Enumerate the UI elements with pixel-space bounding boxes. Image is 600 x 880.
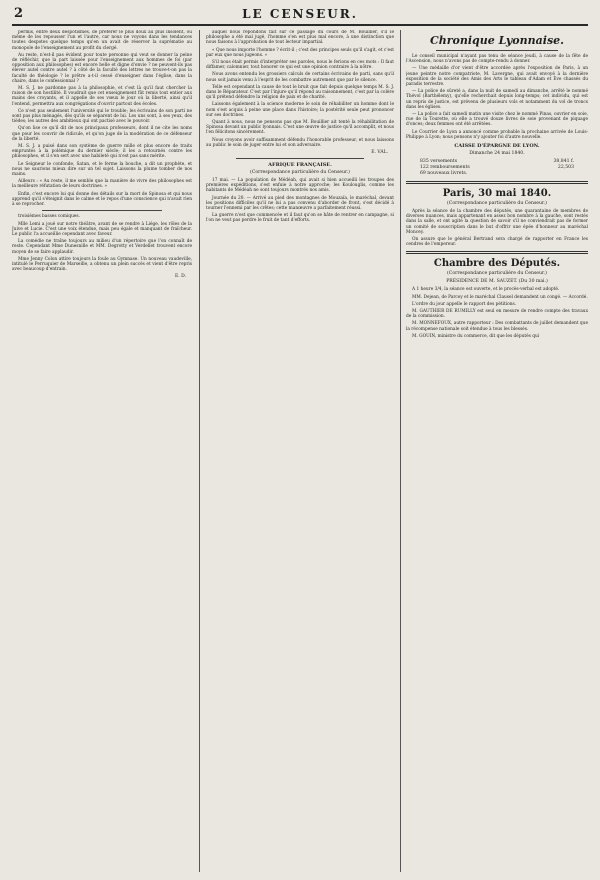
paragraph: A 1 heure 3/4, la séance est ouverte, et le procès-verbal est adopté. [412, 287, 560, 293]
paragraph: Le conseil municipal n'ayant pas tenu de séance jeudi, à cause de la fête de l'Ascension, nous n'avons pas de compte-rendu à donner. [406, 54, 588, 65]
column-left [12, 30, 192, 874]
section-divider [436, 50, 558, 51]
paragraph: troisièmes basses comiques. [18, 214, 80, 220]
paragraph: S'il nous était permis d'interpréter ses paroles, nous le ferions en ces mots : Il faut diffamer, calomnier, tout honorer ce qui est une opinion contraire à la nôtre. [206, 60, 394, 71]
section-divider [236, 158, 364, 159]
paragraph: L'ordre du jour appelle le rapport des pétitions. [412, 301, 517, 307]
section-subheading: (Correspondance particulière du Censeur.) [447, 201, 547, 207]
paragraph: Enfin, c'est encore lui qui donne des détails sur la mort de Spinosa et qui nous apprend qu'il s'éteignit dans le calme et le repos d'une conscience qui n'avait rien à se reprocher. [12, 191, 192, 208]
paragraph: La guerre n'est que commencée et il faut qu'on se hâte de rentrer en campagne, si l'on ne veut pas perdre le fruit de tant d'efforts. [206, 213, 394, 224]
paragraph: Après la séance de la chambre des députés, une quarantaine de membres de diverses nuances, mais appartenant en assez bon nombre à la gauche, sont restés dans la salle, et ont agité la question de savoir s'il ne conviendrait pas de former un comité de souscription dans le but d'offrir une épée d'honneur au maréchal Moncey. [406, 209, 588, 235]
section-divider [406, 181, 588, 184]
paragraph: auquel nous répondons fait sur ce passage du cours de M. Bouillier, s'il le philosophe a été mal jugé, l'homme s'en est plus mal encore, à une distinction que nous faisons à l'approbation de tout lecteur impartial. [206, 30, 394, 46]
paragraph: Mme Jenny Colon attire toujours la foule au Gymnase. Un nouveau vaudeville, intitulé le Perruquier de Marseille, a obtenu un plein succès et vient d'être repris avec beaucoup d'entrain. [12, 256, 192, 273]
paragraph: Laissons également à la science moderne le soin de réhabiliter un homme dont le nom s'est acquis à peine une place dans l'histoire; la postérité seule peut prononcer sur ses doctrines. [206, 102, 394, 118]
paragraph: M. S. J. a puisé dans son système de guerre mille et plus encore de traits empruntés à la polémique du dernier siècle; il les a retournés contre les philosophes, et il s'en sert avec une habileté qui n'est pas sans mérite. [12, 144, 192, 160]
section-divider [406, 251, 588, 254]
paragraph: Quant à nous, nous ne pensons pas que M. Bouillier ait tenté la réhabilitation de Spinosa devant un public lyonnais. C'est une œuvre de justice qu'il accomplit, et nous l'en félicitons sincèrement. [206, 120, 394, 136]
paragraph: MM. Dejean, de Parcey et le maréchal Clausel demandent un congé. — Accordé. [412, 294, 588, 300]
paragraph: Mlle Lemi a joué sur notre théâtre, avant de se rendre à Liége, les rôles de la Juive et Lucie. C'est une voix étendue, mais peu égale et manquant de fraîcheur. Le public l'a accueillie cependant avec faveur. [12, 221, 192, 237]
section-heading-chronique: Chronique Lyonnaise. [430, 34, 564, 47]
paragraph: M. GAUTHIER DE RUMILLY est seul en mesure de rendre compte des travaux de la commission. [406, 309, 588, 320]
column-middle [206, 30, 394, 874]
paragraph: On assure que le général Bertrand sera chargé de rapporter en France les cendres de l'empereur. [406, 237, 588, 248]
signature: E. D. [174, 274, 186, 280]
paragraph: — La police de sûreté a, dans la nuit de samedi au dimanche, arrêté le nommé Thévol (Barthélemy), qu'elle recherchait depuis long-temps; cet individu, qui est un repris de justice, est prévenu de plusieurs vols et notamment du vol de troncs dans les églises. [406, 89, 588, 110]
paragraph: permis, entre deux despotismes, de préférer le plus doux au plus insolent, ou même de les repousser l'un et l'autre, car nous ne voyons dans les tendances toutes despotes quelque temps qu'en un avait de réserver la suprématie au monopole de l'enseignement au profit du clergé. [12, 30, 192, 51]
section-divider [42, 210, 162, 211]
paragraph: Le Courrier de Lyon a annoncé comme probable la prochaine arrivée de Louis-Philippe à Lyon; nous pensons n'y ajouter foi d'autre nouvelle. [406, 129, 588, 140]
section-heading-paris: Paris, 30 mai 1840. [442, 188, 552, 200]
section-subheading: (Correspondance particulière du Censeur.) [447, 271, 547, 277]
page-number: 2 [14, 6, 24, 21]
paragraph: Journée du 20. — Arrivé au pied des montagnes de Mouzaïa, le maréchal, devant les positions difficiles qu'il ne lui a pas convenu d'aborder de front, s'est décidé à tourner l'ennemi par les crêtes; cette manœuvre a parfaitement réussi. [206, 195, 394, 212]
caisse-row [406, 171, 588, 177]
caisse-row-value: 22,503 [557, 165, 574, 171]
signature: E. VAL. [371, 150, 388, 156]
paragraph: La comédie ne traîne toujours au milieu d'un répertoire que l'on connaît de reste. Cependant Mme Dunesnille et MM. Degrotty et Verdellet trouvent encore moyen de se faire applaudir. [12, 239, 192, 255]
paragraph: 17 mai. — La population de Médéah, qui avait si bien accueilli les troupes des premières expéditions, s'est enfuie à notre approche; les Koulouglis, comme les habitants de Médéah ne sont toujours montrés nos amis. [206, 178, 394, 194]
section-subheading: (Correspondance particulière du Censeur.) [250, 170, 350, 176]
paragraph: Telle est cependant la cause de tout le bruit que fait depuis quelque temps M. S. J. dans le Réparateur. C'est par l'injure qu'il répond au raisonnement, c'est par la colère qu'il prétend défendre la religion de paix et de charité. [206, 84, 394, 101]
presidence-line: PRÉSIDENCE DE M. SAUZET. (Du 30 mai.) [446, 279, 548, 285]
column-right [406, 30, 588, 874]
section-heading-afrique: AFRIQUE FRANÇAISE. [268, 162, 332, 169]
section-heading-chambre: Chambre des Députés. [433, 258, 561, 270]
column-rule [400, 30, 401, 872]
masthead [12, 6, 588, 26]
caisse-row-label: 835 versements [420, 159, 458, 165]
paragraph: Nous croyons avoir suffisamment défendu l'honorable professeur, et nous laissons au public le soin de juger entre lui et son adversaire. [206, 137, 394, 148]
paragraph: M. MONNEFOUX, autre rapporteur : Des combattants de juillet demandent que la récompense nationale soit étendue à tous les blessés. [406, 321, 588, 332]
paragraph: M. GOUIN, ministre du commerce, dit que les députés qui [412, 333, 540, 339]
caisse-row-label: 122 remboursements [420, 165, 470, 171]
paragraph: Au reste, n'est-il pas évident pour toute personne qui veut se donner la peine de réfléchir, que la part laissée pour l'enseignement aux hommes de foi (par opposition aux philosophes) est encore belle et digne d'envie ? ne peuvent-ils pas élever autel contre autel ? à côté de la faculté des lettres ne trouve-t-on pas la faculté de théologie ? le prêtre a-t-il cessé d'enseigner dans l'église, dans la chaire, dans le confessionnal ? [12, 52, 192, 84]
column-rule [199, 30, 200, 872]
paragraph: — La police a fait samedi matin une visite chez le nommé Pinas, ouvrier en soie, rue de la Tourette, où elle a trouvé douze livres de soie provenant de piquage d'onces; deux femmes ont été arrêtées. [406, 112, 588, 128]
paragraph: — Une médaille d'or vient d'être accordée après l'exposition de Paris, à un jeune peintre notre compatriote, M. Lavergne, qui avait envoyé à la dernière exposition de la société des Amis des Arts le tableau d'Adam et Ève chassés du paradis terrestre. [406, 66, 588, 88]
paragraph: Qu'on lise ce qu'il dit de nos principaux professeurs, dont il ne cite les noms que pour les couvrir de ridicule, et qu'on juge de la modération de ce défenseur de la liberté. [12, 126, 192, 142]
caisse-row-label: 69 nouveaux livrets. [420, 171, 468, 177]
paragraph: « Que nous importe l'homme ? écrit-il ; c'est des principes seuls qu'il s'agit, et c'est par eux que nous jugeons. » [206, 47, 394, 58]
newspaper-title: LE CENSEUR. [242, 7, 358, 21]
paragraph: Le Seigneur le confonde, Satan, et le ferme la bouche, a dit un prophète, et nous ne saurions mieux dire sur un tel sujet. Laissons la plume tomber de nos mains. [12, 161, 192, 178]
caisse-heading: CAISSE D'ÉPARGNE DE LYON. [454, 143, 540, 150]
caisse-date: Dimanche 24 mai 1840. [469, 151, 525, 157]
caisse-row-value: 38,841 f. [553, 159, 574, 165]
paragraph: Ailleurs : « Au reste, il me semble que la manière de vivre des philosophes est la meilleure réfutation de leurs doctrines. » [12, 179, 192, 190]
paragraph: M. S. J. ne pardonne pas à la philosophie, et c'est là qu'il faut chercher la raison de son hostilité. Il voudrait que cet enseignement fût remis tout entier aux mains des croyants, et il appelle de ses vœux le jour où la liberté, ainsi qu'il l'entend, permettra aux congrégations d'ouvrir partout des écoles. [12, 86, 192, 107]
paragraph: Ce n'est pas seulement l'université qui le trouble; les écrivains de son parti ne sont pas plus ménagés, dès qu'ils se séparent de lui. Les uns sont, à ses yeux, des tièdes; les autres des ambitieux qui ont pactisé avec le pouvoir. [12, 108, 192, 125]
paragraph: Nous avons entendu les grossiers calculs de certains écrivains de parti, sans qu'il nous soit jamais venu à l'esprit de les combattre autrement que par le silence. [206, 72, 394, 83]
